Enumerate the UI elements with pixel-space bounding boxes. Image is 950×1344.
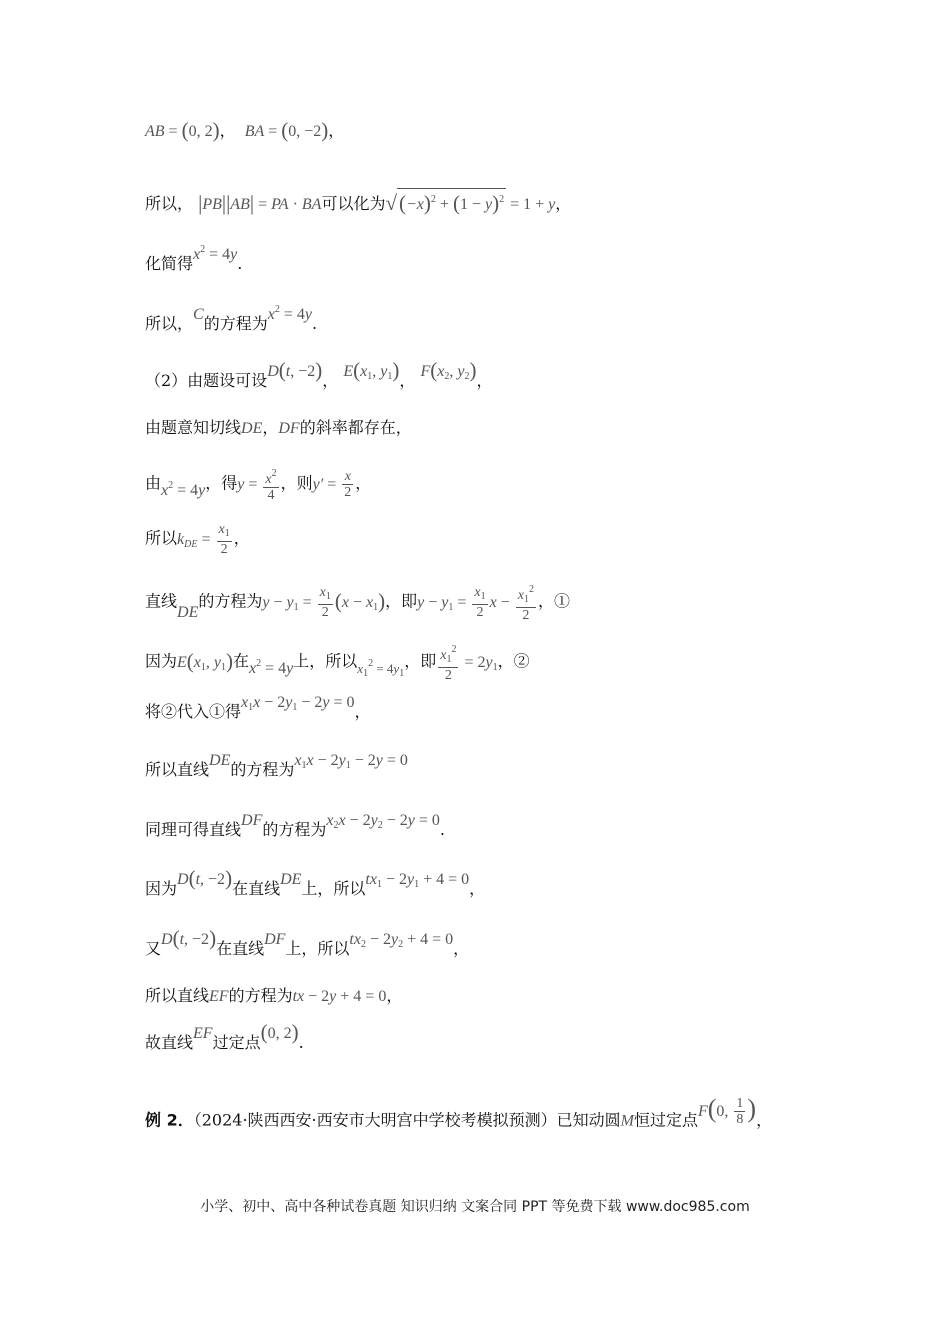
text: 的方程为: [203, 314, 268, 333]
text: 所以，: [145, 194, 194, 213]
text: ，①: [537, 591, 570, 611]
text: 上，所以: [301, 879, 366, 898]
math-c: C: [193, 306, 204, 323]
math-df: DF: [241, 812, 263, 829]
math-abs-product: |PB||AB| = PA · BA: [198, 191, 322, 215]
math-y-equals: y = $\frac{x^2}{4}$: [237, 468, 277, 503]
text: 上，所以: [285, 939, 350, 958]
solution-line-15: [145, 926, 470, 965]
text: 所以，: [145, 314, 194, 333]
solution-line-8: [145, 522, 250, 558]
solution-line-13: [145, 812, 445, 846]
math-point-d: D(t, −2): [177, 866, 233, 890]
math-tangent-expanded: $y - y_1$ = $\frac{x_1}{2}$ x − $\frac{x_1^2}{2}$: [417, 584, 534, 623]
text: 过定点: [212, 1033, 261, 1052]
math-fixed-point: (0, 2): [260, 1020, 299, 1044]
text: 的方程为: [198, 591, 263, 611]
math-point-e: $E(x_1$, $y_1$): [343, 358, 400, 382]
text: .: [237, 254, 243, 273]
solution-line-17: [145, 1020, 304, 1054]
math-de: DE: [177, 603, 199, 621]
solution-line-4: [145, 304, 318, 335]
math-point-e: $E(x_1$, $y_1$): [177, 648, 234, 673]
math-parabola: $x^2 = 4y$: [249, 657, 294, 677]
math-point-f-fixed: F(0, $\frac{1}{8}$ ): [697, 1093, 757, 1127]
text: 的方程为: [262, 820, 327, 839]
text: .: [311, 314, 318, 333]
solution-line-7: [145, 466, 371, 504]
text: 同理可得直线: [145, 820, 242, 839]
example-2-line: [145, 1093, 773, 1138]
math-condition-2: $tx_2 - 2y_2 + 4 = 0$: [349, 931, 454, 950]
text: ，: [233, 528, 250, 548]
example-label: 例 2．: [145, 1110, 194, 1130]
math-m: M: [620, 1112, 634, 1130]
text: 恒过定点: [633, 1110, 698, 1130]
text: 所以: [145, 528, 178, 548]
text: ，: [328, 121, 345, 140]
math-point-d: D(t, −2): [161, 926, 217, 950]
text: （2024·陕西西安·西安市大明宫中学校考模拟预测）已知动圆: [193, 1110, 621, 1130]
text: ，: [476, 371, 493, 390]
text: ，: [453, 939, 470, 958]
text: 所以直线: [145, 986, 210, 1005]
text: 故直线: [145, 1033, 194, 1052]
math-half-square: $\frac{x_1^2}{2}$ = $2y_1$: [440, 644, 498, 683]
text: ，即: [404, 651, 437, 671]
text: ，则: [280, 473, 313, 493]
text: ，得: [205, 473, 238, 493]
text: 可以化为: [321, 194, 386, 213]
solution-line-16: [145, 986, 402, 1007]
text: 因为: [145, 651, 178, 671]
math-sqrt-equation: $√(-x)^2 + (1 - y)^2 = 1 + y$: [385, 196, 555, 213]
math-line-ef-eq: tx − 2y + 4 = 0: [292, 988, 387, 1005]
text: ，: [262, 418, 279, 437]
text: 上，所以: [293, 651, 358, 671]
math-de: DE: [241, 420, 263, 437]
solution-line-10: [145, 642, 530, 684]
math-point-d: D(t, −2): [267, 358, 323, 382]
math-slope-de: $k_{DE}$ = $\frac{x_1}{2}$: [177, 522, 230, 557]
text: ，: [322, 371, 339, 390]
math-parabola: $x^2 = 4y$: [161, 479, 206, 499]
math-line-de-eq: $x_1x - 2y_1 - 2y = 0$: [294, 752, 408, 771]
text: .: [439, 820, 445, 839]
text: （2）由题设可设: [145, 371, 268, 390]
text: 由题意知切线: [145, 418, 242, 437]
solution-line-11: [145, 694, 371, 728]
math-line-df-eq: $x_2x - 2y_2 - 2y = 0$: [326, 812, 440, 831]
math-point-f: $F(x_2$, $y_2$): [420, 358, 477, 382]
math-ef: EF: [209, 988, 229, 1005]
text: ，: [469, 879, 486, 898]
text: 化简得: [145, 254, 194, 273]
math-vector-ab: AB = (0, 2): [145, 118, 220, 142]
text: 所以直线: [145, 760, 210, 779]
text: 又: [145, 939, 162, 958]
text: ，: [219, 121, 236, 140]
solution-line-14: [145, 866, 486, 905]
solution-line-3: [145, 244, 243, 275]
text: ，即: [385, 591, 418, 611]
solution-line-9: [145, 582, 570, 624]
solution-line-6: [145, 418, 412, 439]
math-de: DE: [280, 871, 302, 888]
text: 的方程为: [230, 760, 295, 779]
text: 由: [145, 473, 162, 493]
text: 在直线: [216, 939, 265, 958]
math-point-on-parabola: x12 = 4y1: [357, 657, 405, 679]
page-footer: 小学、初中、高中各种试卷真题 知识归纳 文案合同 PPT 等免费下载 www.doc985.com: [200, 1199, 750, 1215]
math-de: DE: [209, 752, 231, 769]
solution-line-1: [145, 120, 344, 142]
text: 的方程为: [228, 986, 293, 1005]
math-vector-ba: BA = (0, −2): [240, 118, 329, 142]
text: 因为: [145, 879, 178, 898]
solution-line-2: [145, 188, 571, 215]
math-line-de-eq: $x_1x - 2y_1 - 2y = 0$: [241, 694, 355, 713]
text: ，: [756, 1110, 773, 1130]
math-parabola: $x^2 = 4y$: [267, 304, 312, 323]
text: 直线: [145, 591, 178, 611]
text: 在: [233, 651, 250, 671]
text: ，: [354, 702, 371, 721]
math-parabola: $x^2 = 4y$: [193, 244, 238, 263]
text: ，②: [497, 651, 530, 671]
math-condition-1: $tx_1 - 2y_1 + 4 = 0$: [365, 871, 470, 890]
text: ，: [355, 473, 372, 493]
text: 在直线: [232, 879, 281, 898]
text: .: [298, 1033, 304, 1052]
text: 将②代入①得: [145, 702, 242, 721]
text: ，: [399, 371, 416, 390]
text: ，: [386, 986, 403, 1005]
text: ，: [555, 194, 572, 213]
math-df: DF: [264, 931, 286, 948]
math-tangent-line: $y - y_1$ = $\frac{x_1}{2}$ $(x - x_1)$: [262, 585, 386, 620]
solution-line-5: [145, 358, 493, 397]
math-derivative: y′ = $\frac{x}{2}$: [312, 469, 352, 500]
text: 的斜率都存在，: [299, 418, 412, 437]
math-df: DF: [278, 420, 300, 437]
solution-line-12: [145, 752, 408, 786]
math-ef: EF: [193, 1025, 213, 1042]
